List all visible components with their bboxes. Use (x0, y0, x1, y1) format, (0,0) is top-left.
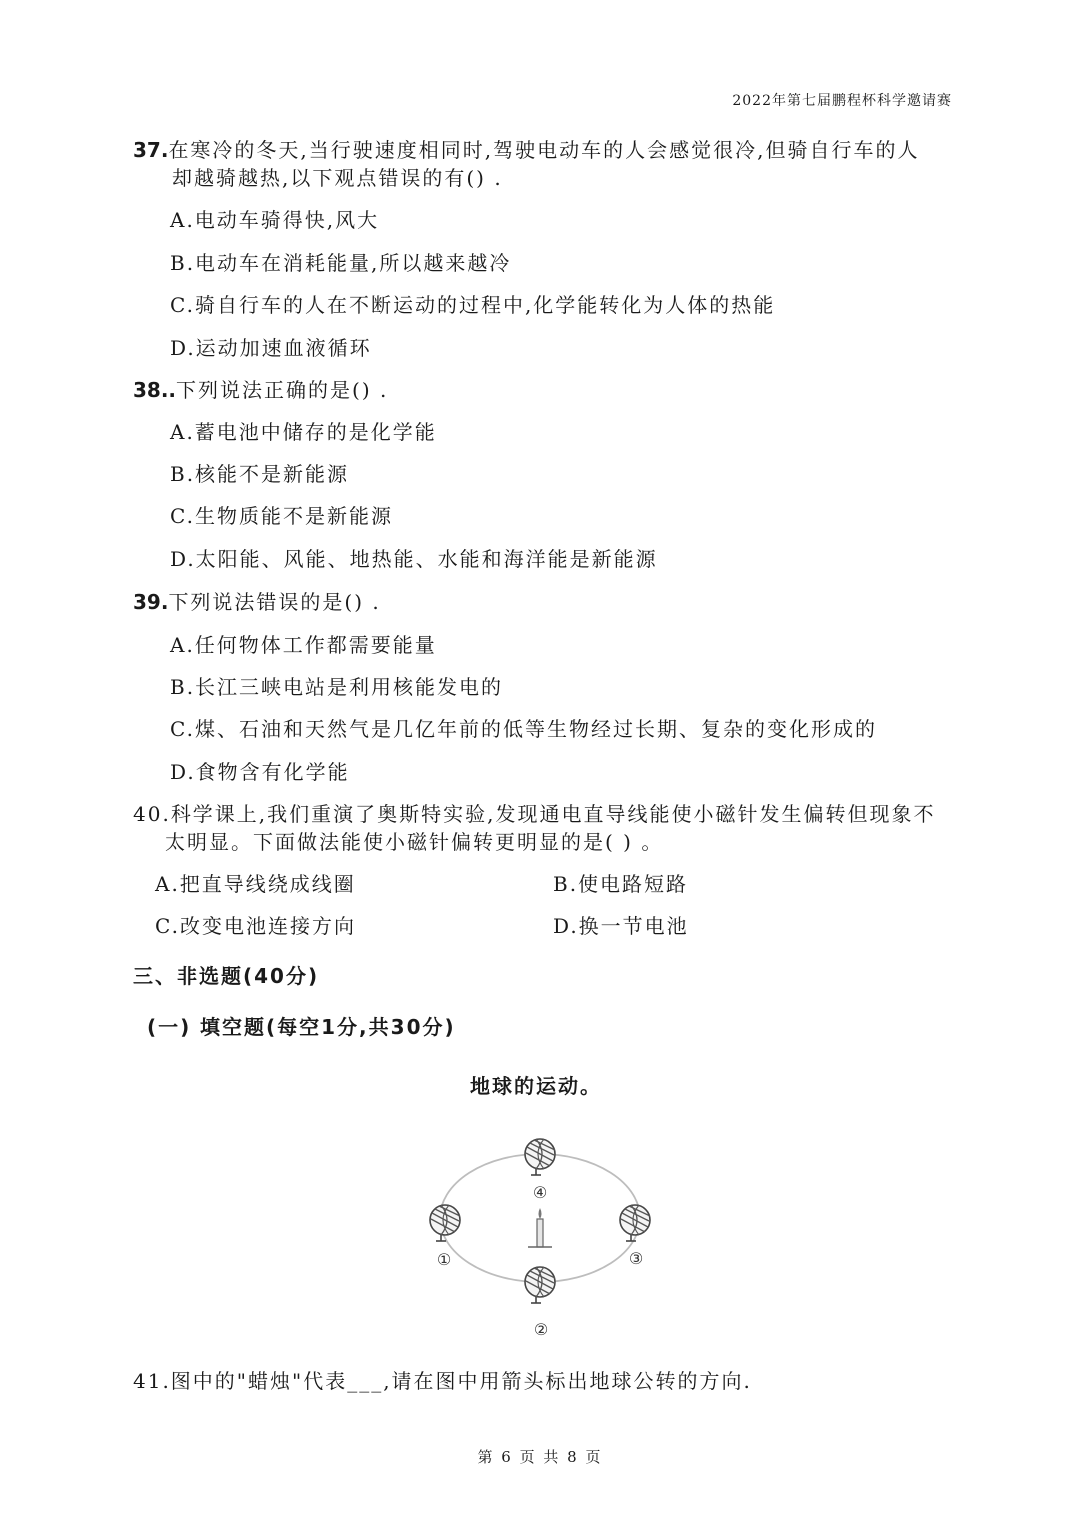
option-38-b: B.核能不是新能源 (170, 462, 350, 486)
globe-icon (430, 1205, 460, 1241)
page-footer: 第 6 页 共 8 页 (477, 1448, 603, 1466)
option-37-c: C.骑自行车的人在不断运动的过程中,化学能转化为人体的热能 (170, 293, 776, 317)
question-text: 下列说法错误的是() . (168, 590, 381, 614)
question-text: 在寒冷的冬天,当行驶速度相同时,驾驶电动车的人会感觉很冷,但骑自行车的人 (168, 138, 920, 162)
question-text: 下列说法正确的是() . (176, 378, 389, 402)
question-number: 38.. (133, 378, 177, 402)
question-number: 37. (133, 138, 169, 162)
position-label-4: ④ (532, 1183, 548, 1202)
topic-title: 地球的运动。 (470, 1074, 602, 1098)
option-39-d: D.食物含有化学能 (170, 760, 350, 784)
option-40-c: C.改变电池连接方向 (155, 914, 356, 938)
position-label-2: ② (533, 1320, 549, 1339)
question-number: 39. (133, 590, 169, 614)
question-number: 40. (133, 802, 171, 826)
exam-header: 2022年第七届鹏程杯科学邀请赛 (732, 93, 952, 109)
position-label-3: ③ (628, 1249, 644, 1268)
question-38 (133, 374, 388, 403)
option-40-b: B.使电路短路 (553, 872, 689, 896)
option-40-d: D.换一节电池 (553, 914, 689, 938)
option-37-a: A.电动车骑得快,风大 (170, 208, 380, 232)
section-title: 三、非选题(40分) (133, 964, 320, 988)
globe-icon (525, 1139, 555, 1175)
candle-icon (528, 1208, 552, 1247)
question-41: 41.图中的"蜡烛"代表___,请在图中用箭头标出地球公转的方向. (133, 1369, 752, 1393)
option-39-b: B.长江三峡电站是利用核能发电的 (170, 675, 504, 699)
option-39-c: C.煤、石油和天然气是几亿年前的低等生物经过长期、复杂的变化形成的 (170, 717, 877, 741)
globe-icon (620, 1205, 650, 1241)
question-40-line1 (133, 798, 936, 827)
option-39-a: A.任何物体工作都需要能量 (170, 633, 437, 657)
position-label-1: ① (436, 1250, 452, 1269)
globe-icon (525, 1267, 555, 1303)
option-38-d: D.太阳能、风能、地热能、水能和海洋能是新能源 (170, 547, 658, 571)
option-37-b: B.电动车在消耗能量,所以越来越冷 (170, 251, 512, 275)
question-37-line1 (133, 134, 920, 163)
option-37-d: D.运动加速血液循环 (170, 336, 372, 360)
option-40-a: A.把直导线绕成线圈 (155, 872, 356, 896)
subsection-marker: (一) (147, 1015, 192, 1039)
option-38-c: C.生物质能不是新能源 (170, 504, 393, 528)
earth-orbit-figure (420, 1120, 670, 1350)
option-38-a: A.蓄电池中储存的是化学能 (170, 420, 437, 444)
question-text: 科学课上,我们重演了奥斯特实验,发现通电直导线能使小磁针发生偏转但现象不 (170, 802, 936, 826)
question-37-line2: 却越骑越热,以下观点错误的有() . (172, 166, 503, 190)
question-40-line2: 太明显。下面做法能使小磁针偏转更明显的是( ) 。 (165, 830, 664, 854)
orbit-diagram (420, 1120, 670, 1350)
question-39 (133, 586, 381, 615)
subsection-title: 填空题(每空1分,共30分) (200, 1015, 456, 1039)
